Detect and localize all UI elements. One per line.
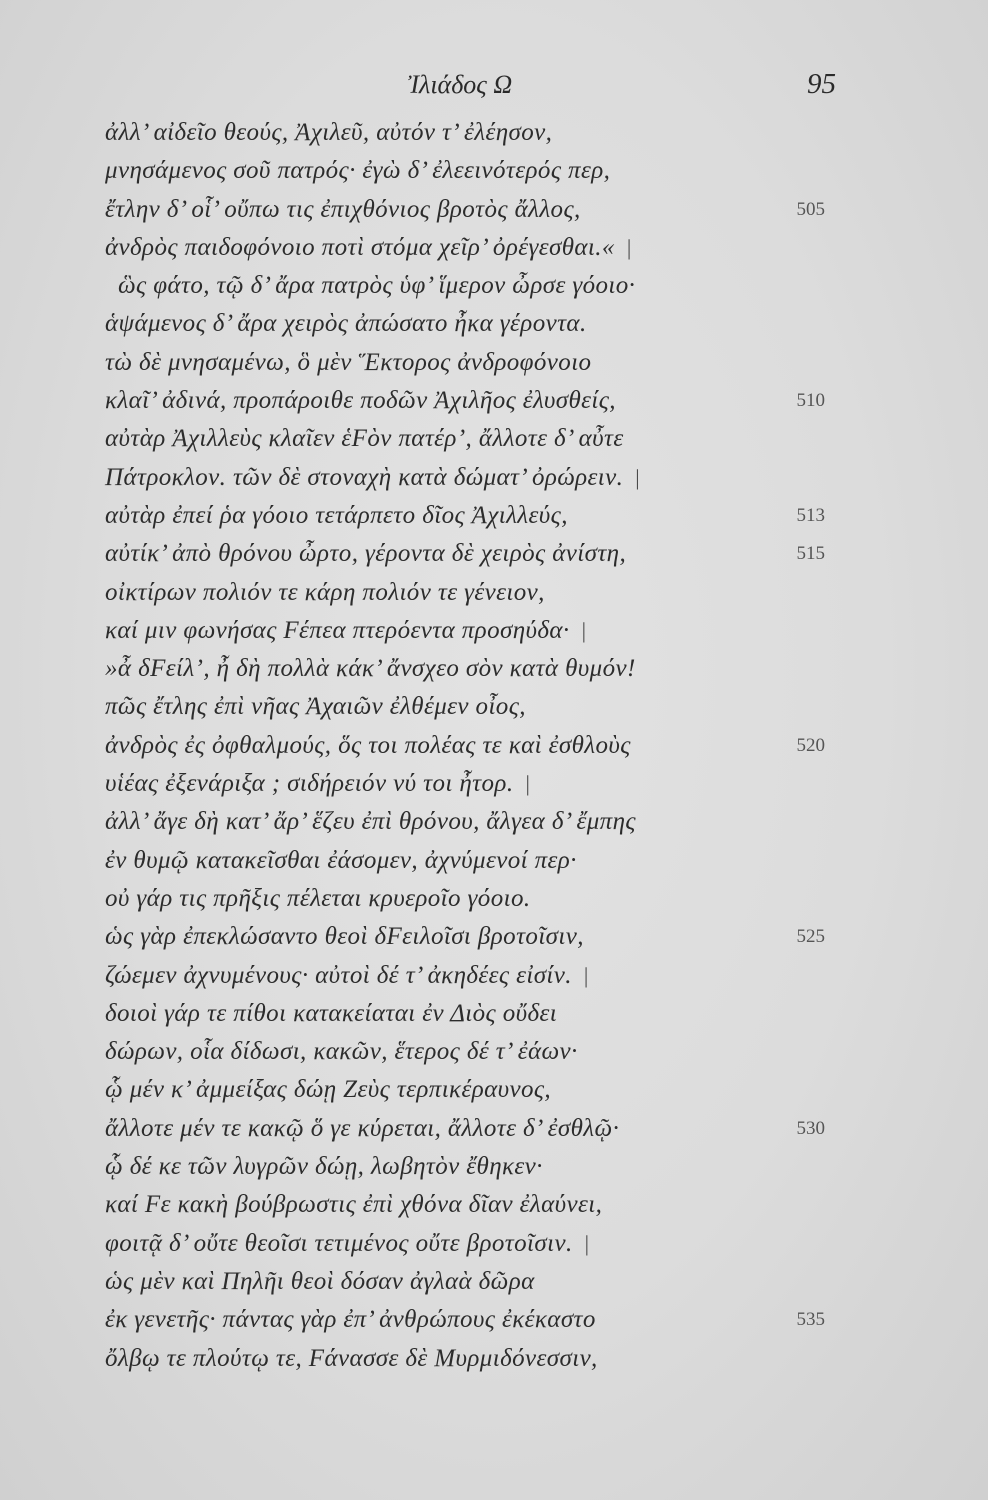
margin-mark: | (626, 234, 632, 260)
verse-line (105, 535, 835, 573)
verse-line (105, 267, 835, 305)
verse-text: ἐκ γενετῆς· πάντας γὰρ ἐπ’ ἀνθρώπους ἐκέκαστο (105, 1306, 596, 1334)
verse-text: τὼ δὲ μνησαμένω, ὃ μὲν Ἕκτορος ἀνδροφόνοιο (105, 348, 592, 376)
verse-text: καί μιν φωνήσας Fέπεα πτερόεντα προσηύδα· (105, 616, 570, 644)
verse-line (105, 995, 835, 1033)
line-number: 530 (796, 1117, 825, 1139)
verse-line (105, 880, 835, 918)
verse-block (105, 114, 835, 1378)
verse-text: ἀνδρὸς ἐς ὀφθαλμούς, ὅς τοι πολέας τε καὶ ἐσθλοὺς (105, 731, 631, 759)
verse-line (105, 459, 835, 497)
margin-mark: | (525, 771, 530, 797)
verse-text: ὄλβῳ τε πλούτῳ τε, Fάνασσε δὲ Μυρμιδόνεσσιν, (105, 1344, 598, 1372)
margin-mark: | (581, 617, 586, 643)
verse-line (105, 420, 835, 458)
verse-line (105, 957, 835, 995)
verse-line (105, 688, 835, 726)
verse-line (105, 1263, 835, 1301)
verse-line (105, 152, 835, 190)
margin-mark: | (635, 464, 640, 490)
verse-text: οἰκτίρων πολιόν τε κάρη πολιόν τε γένειον, (105, 578, 545, 606)
line-number: 535 (796, 1309, 825, 1331)
verse-text: ὣς φάτο, τῷ δ’ ἄρα πατρὸς ὑφ’ ἵμερον ὦρσε γόοιο· (118, 272, 636, 300)
line-number: 510 (796, 390, 825, 412)
verse-text: ἐν θυμῷ κατακεῖσθαι ἐάσομεν, ἀχνύμενοί περ· (105, 846, 577, 874)
verse-line (105, 727, 835, 765)
verse-text: ἔτλην δ’ οἷ’ οὔπω τις ἐπιχθόνιος βροτὸς ἄλλος, (105, 195, 581, 223)
page-number: 95 (807, 68, 836, 100)
verse-line (105, 574, 835, 612)
verse-line (105, 650, 835, 688)
verse-line (105, 229, 835, 267)
verse-text: μνησάμενος σοῦ πατρός· ἐγὼ δ’ ἐλεεινότερός περ, (105, 157, 611, 185)
margin-mark: | (584, 1230, 590, 1256)
verse-line (105, 765, 835, 803)
verse-text: ἄλλοτε μέν τε κακῷ ὅ γε κύρεται, ἄλλοτε δ’ ἐσθλῷ· (105, 1114, 620, 1142)
line-number: 520 (796, 734, 825, 756)
line-number: 505 (796, 198, 825, 220)
verse-text: αὐτίκ’ ἀπὸ θρόνου ὦρτο, γέροντα δὲ χειρὸς ἀνίστη, (105, 540, 627, 568)
verse-line (105, 1186, 835, 1224)
verse-text: ὡς μὲν καὶ Πηλῆι θεοὶ δόσαν ἀγλαὰ δῶρα (105, 1267, 535, 1295)
verse-text: αὐτὰρ ἐπεί ῥα γόοιο τετάρπετο δῖος Ἀχιλλεύς, (105, 501, 568, 529)
margin-mark: | (583, 962, 589, 988)
verse-text: ἀνδρὸς παιδοφόνοιο ποτὶ στόμα χεῖρ’ ὀρέγεσθαι.« (105, 233, 615, 261)
verse-line (105, 1301, 835, 1339)
verse-line (105, 191, 835, 229)
verse-text: ᾧ δέ κε τῶν λυγρῶν δώῃ, λωβητὸν ἔθηκεν· (105, 1153, 543, 1181)
verse-line (105, 842, 835, 880)
verse-text: αὐτὰρ Ἀχιλλεὺς κλαῖεν ἑFὸν πατέρ’, ἄλλοτε δ’ αὖτε (105, 425, 624, 453)
verse-text: ἁψάμενος δ’ ἄρα χειρὸς ἀπώσατο ἦκα γέροντα. (105, 310, 587, 338)
verse-text: δώρων, οἷα δίδωσι, κακῶν, ἕτερος δέ τ’ ἐάων· (105, 1038, 578, 1066)
verse-text: Πάτροκλον. τῶν δὲ στοναχὴ κατὰ δώματ’ ὀρώρειν. (105, 463, 624, 491)
verse-line (105, 1071, 835, 1109)
verse-text: υἱέας ἐξενάριξα ; σιδήρειόν νύ τοι ἦτορ. (105, 770, 514, 798)
verse-line (105, 344, 835, 382)
verse-text: πῶς ἔτλης ἐπὶ νῆας Ἀχαιῶν ἐλθέμεν οἶος, (105, 693, 526, 721)
verse-text: καί Fε κακὴ βούβρωστις ἐπὶ χθόνα δῖαν ἐλαύνει, (105, 1191, 603, 1219)
verse-text: κλαῖ’ ἀδινά, προπάροιθε ποδῶν Ἀχιλῆος ἐλυσθείς, (105, 387, 616, 415)
verse-text: ὡς γὰρ ἐπεκλώσαντο θεοὶ δFειλοῖσι βροτοῖσιν, (105, 923, 584, 951)
verse-text: ᾧ μέν κ’ ἀμμείξας δώῃ Ζεὺς τερπικέραυνος, (105, 1076, 552, 1104)
line-number: 515 (796, 543, 825, 565)
verse-line (105, 305, 835, 343)
line-number: 525 (796, 926, 825, 948)
verse-line (105, 497, 835, 535)
verse-line (105, 918, 835, 956)
verse-text: ἀλλ’ αἰδεῖο θεούς, Ἀχιλεῦ, αὐτόν τ’ ἐλέησον, (105, 119, 553, 146)
verse-text: ἀλλ’ ἄγε δὴ κατ’ ἄρ’ ἕζευ ἐπὶ θρόνου, ἄλγεα δ’ ἔμπης (105, 808, 636, 836)
verse-text: δοιοὶ γάρ τε πίθοι κατακείαται ἐν Διὸς οὔδει (105, 999, 558, 1027)
verse-text: φοιτᾷ δ’ οὔτε θεοῖσι τετιμένος οὔτε βροτοῖσιν. (105, 1229, 573, 1257)
verse-line (105, 1148, 835, 1186)
verse-text: ζώεμεν ἀχνυμένους· αὐτοὶ δέ τ’ ἀκηδέες εἰσίν. (105, 961, 572, 989)
verse-line (105, 1225, 835, 1263)
verse-line (105, 803, 835, 841)
running-title: Ἰλιάδος Ω (407, 70, 513, 99)
verse-line (105, 1110, 835, 1148)
verse-text: οὐ γάρ τις πρῆξις πέλεται κρυεροῖο γόοιο. (105, 884, 531, 912)
verse-line (105, 1033, 835, 1071)
verse-line (105, 382, 835, 420)
verse-line (105, 114, 835, 152)
verse-text: »ἆ δFείλ’, ἦ δὴ πολλὰ κάκ’ ἄνσχεο σὸν κατὰ θυμόν! (105, 655, 636, 683)
line-number: 513 (796, 504, 825, 526)
verse-line (105, 1340, 835, 1378)
verse-line (105, 612, 835, 650)
